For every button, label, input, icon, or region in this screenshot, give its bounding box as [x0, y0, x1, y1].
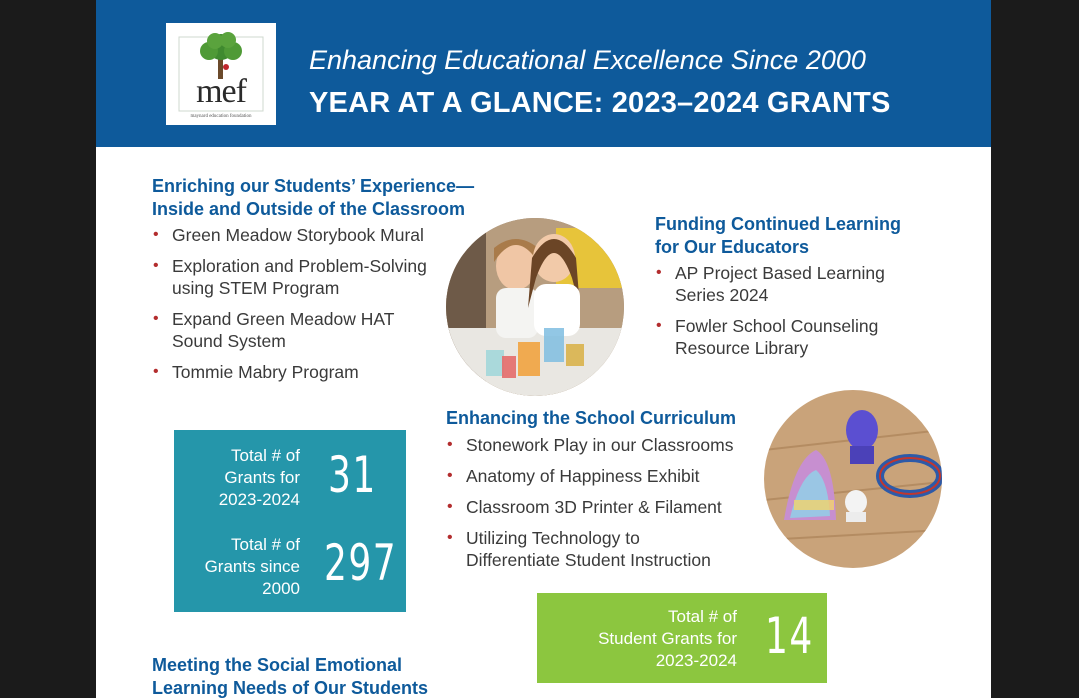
funding-list [655, 262, 955, 368]
mef-logo [166, 23, 276, 125]
3d-prints-photo [764, 390, 942, 568]
students-photo [446, 218, 624, 396]
section-title-enriching: Enriching our Students’ Experience— Inside and Outside of the Classroom [152, 176, 475, 219]
stat-label-student-grants: Total # of Student Grants for 2023-2024 [598, 607, 737, 670]
list-item: • Stonework Play in our Classrooms [446, 434, 776, 456]
stat-label-grants-since-2000: Total # of Grants since 2000 [204, 535, 300, 598]
stat-value-grants-2023: 31 [328, 446, 377, 504]
grants-stats-box [174, 430, 406, 612]
stat-label-grants-2023: Total # of Grants for 2023-2024 [218, 446, 300, 509]
list-item: • Classroom 3D Printer & Filament [446, 496, 776, 518]
list-item: • AP Project Based Learning Series 2024 [655, 262, 955, 306]
logo-wordmark: mef [196, 73, 246, 110]
page-title: YEAR AT A GLANCE: 2023–2024 GRANTS [309, 87, 891, 119]
list-item: • Anatomy of Happiness Exhibit [446, 465, 776, 487]
list-item: • Utilizing Technology to Differentiate Student Instruction [446, 527, 776, 571]
list-item: • Exploration and Problem-Solving using STEM Program [152, 255, 452, 299]
section-title-social-emotional: Meeting the Social Emotional Learning Needs of Our Students [152, 655, 429, 698]
enriching-list [152, 224, 452, 392]
header-banner [96, 0, 991, 147]
student-grants-stats-box [537, 593, 827, 683]
stat-value-grants-since-2000: 297 [324, 534, 398, 592]
tagline: Enhancing Educational Excellence Since 2000 [309, 45, 866, 75]
list-item: • Tommie Mabry Program [152, 361, 452, 383]
grant-flyer [96, 0, 991, 698]
3d-prints-photo-image [764, 390, 942, 568]
logo-subtext: maynard education foundation [190, 114, 252, 119]
section-title-curriculum: Enhancing the School Curriculum [446, 408, 737, 428]
section-title-funding: Funding Continued Learning for Our Educators [655, 214, 901, 257]
list-item: • Green Meadow Storybook Mural [152, 224, 452, 246]
curriculum-list [446, 434, 776, 580]
students-photo-image [446, 218, 624, 396]
list-item: • Fowler School Counseling Resource Library [655, 315, 955, 359]
stat-value-student-grants: 14 [765, 607, 814, 665]
list-item: • Expand Green Meadow HAT Sound System [152, 308, 452, 352]
